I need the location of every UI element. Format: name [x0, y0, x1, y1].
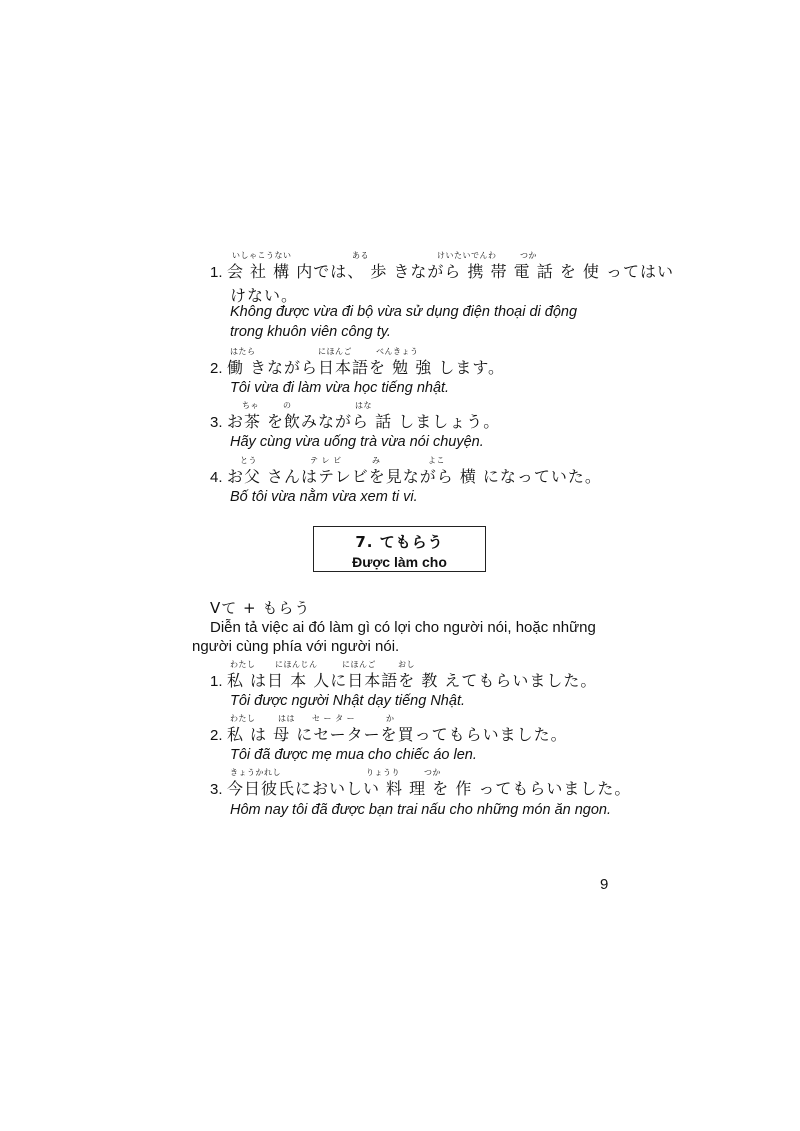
furigana: テ レ ビ [310, 456, 342, 465]
furigana: りょうり [366, 768, 400, 777]
furigana: の [283, 401, 292, 410]
furigana: とう [240, 456, 257, 465]
furigana: か [386, 714, 395, 723]
example-1-vi-cont: trong khuôn viên công ty. [230, 324, 391, 340]
furigana: み [372, 456, 381, 465]
s7-example-1-vi: Tôi được người Nhật dạy tiếng Nhật. [230, 693, 465, 709]
japanese-sentence: 私 は日 本 人に日本語を 教 えてもらいました。 [226, 671, 598, 690]
furigana: ある [352, 251, 369, 260]
example-1-jp-cont: けない。 [230, 286, 299, 305]
furigana: いしゃこうない [232, 251, 292, 260]
section-title-box [313, 526, 486, 572]
furigana: わたし [230, 714, 256, 723]
example-2-vi: Tôi vừa đi làm vừa học tiếng nhật. [230, 380, 450, 396]
example-number: 4. [210, 469, 223, 486]
furigana: よこ [428, 456, 445, 465]
example-1-vi: Không được vừa đi bộ vừa sử dụng điện thoại di động [230, 304, 578, 320]
section-subtitle: Được làm cho [352, 554, 447, 570]
furigana: セ ー タ ー [312, 714, 356, 723]
grammar-formula: Vて + もらう [210, 599, 311, 617]
japanese-sentence: 働 きながら日本語を 勉 強 します。 [226, 358, 506, 377]
example-2-jp [210, 355, 505, 378]
s7-example-1-jp [210, 668, 597, 691]
example-number: 1. [210, 264, 223, 281]
furigana: にほんご [318, 347, 352, 356]
japanese-sentence: お茶 を飲みながら 話 しましょう。 [226, 412, 501, 431]
example-3-jp [210, 409, 500, 432]
furigana: ちゃ [242, 401, 259, 410]
description-line-2: người cùng phía với người nói. [192, 638, 400, 655]
example-number: 3. [210, 414, 223, 431]
section-title: 7. てもらう [355, 533, 444, 551]
s7-example-3-vi: Hôm nay tôi đã được bạn trai nấu cho những món ăn ngon. [230, 802, 612, 818]
furigana: けいたいでんわ [437, 251, 497, 260]
description-line-1: Diễn tả việc ai đó làm gì có lợi cho người nói, hoặc những [210, 619, 596, 636]
example-number: 2. [210, 727, 223, 744]
example-1-jp [210, 259, 674, 282]
furigana: にほんじん [275, 660, 318, 669]
s7-example-3-jp [210, 776, 631, 799]
example-3-vi: Hãy cùng vừa uống trà vừa nói chuyện. [230, 434, 484, 450]
furigana: おし [398, 660, 415, 669]
furigana: はな [355, 401, 372, 410]
japanese-sentence: 私 は 母 にセーターを買ってもらいました。 [226, 725, 568, 744]
example-number: 3. [210, 781, 223, 798]
furigana: はたら [230, 347, 256, 356]
s7-example-2-vi: Tôi đã được mẹ mua cho chiếc áo len. [230, 747, 477, 763]
example-number: 2. [210, 360, 223, 377]
furigana: つか [424, 768, 441, 777]
s7-example-2-jp [210, 722, 568, 745]
example-number: 1. [210, 673, 223, 690]
furigana: きょうかれし [230, 768, 281, 777]
furigana: わたし [230, 660, 256, 669]
furigana: はは [278, 714, 295, 723]
furigana: つか [520, 251, 537, 260]
example-4-jp [210, 464, 602, 487]
japanese-sentence: お父 さんはテレビを見ながら 横 になっていた。 [226, 467, 602, 486]
furigana: べんきょう [376, 347, 419, 356]
japanese-sentence: 今日彼氏においしい 料 理 を 作 ってもらいました。 [226, 779, 632, 798]
japanese-sentence: 会 社 構 内では、 歩 きながら 携 帯 電 話 を 使 ってはい [226, 262, 675, 281]
example-4-vi: Bố tôi vừa nằm vừa xem ti vi. [230, 489, 418, 505]
page-number: 9 [600, 876, 609, 893]
furigana: にほんご [342, 660, 376, 669]
